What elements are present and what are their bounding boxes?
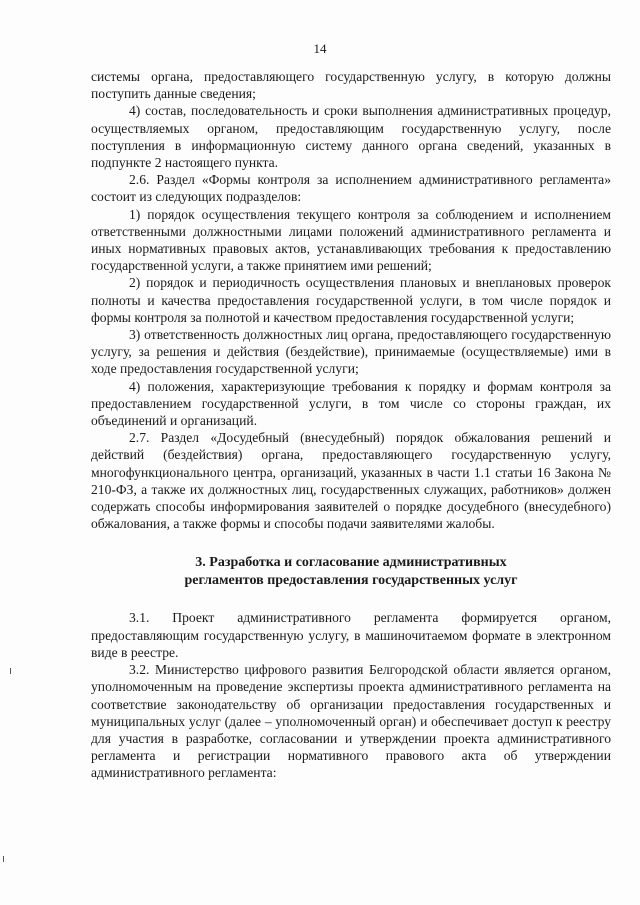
paragraph: 4) положения, характеризующие требования к порядку и формам контроля за предоставлением государственной услуги, в том числе со стороны граждан, их объединений и организаций. [91, 378, 611, 429]
page-number: 14 [313, 41, 327, 56]
paragraphs-before [91, 68, 611, 532]
paragraph: 3) ответственность должностных лиц органа, предоставляющего государственную услугу, за решения и действия (бездействие), принимаемые (осуществляемые) ими в ходе предоставления государственной услуги; [91, 327, 611, 377]
scan-mark [3, 856, 4, 862]
paragraph: 4) состав, последовательность и сроки выполнения административных процедур, осуществляемых органом, предоставляющим государственную услугу, после поступления в информационную систему данного органа сведений, указанных в подпункте 2 настоящего пункта. [91, 103, 611, 171]
scan-mark [10, 668, 11, 674]
document-body [91, 68, 611, 782]
paragraph: 1) порядок осуществления текущего контроля за соблюдением и исполнением ответственными должностными лицами положений административного регламента и иных нормативных правовых актов, устанавливающих требования к предоставлению государственной услуги, а также принятием ими решений; [91, 206, 611, 274]
paragraph: 3.1. Проект административного регламента формируется органом, предоставляющим государственную услугу, в машиночитаемом формате в электронном виде в реестре. [91, 610, 611, 660]
section-heading-line-2: регламентов предоставления государственных услуг [184, 572, 518, 588]
paragraph: 2.7. Раздел «Досудебный (внесудебный) порядок обжалования решений и действий (бездействия) органа, предоставляющего государственную услугу, многофункционального центра, организаций, указанных в части 1.1 статьи 16 Закона № 210-ФЗ, а также их должностных лиц, государственных служащих, работников» должен содержать способы информирования заявителей о порядке досудебного (внесудебного) обжалования, а также формы и способы подачи заявителями жалобы. [91, 430, 611, 532]
section-heading [91, 554, 611, 589]
paragraph: 3.2. Министерство цифрового развития Белгородской области является органом, уполномоченным на проведение экспертизы проекта административного регламента на соответствие законодательству об организации предоставления государственных и муниципальных услуг (далее – уполномоченный орган) и обеспечивает доступ к реестру для участия в разработке, согласовании и утверждении проекта административного регламента и регистрации нормативного правового акта об утверждении административного регламента: [91, 662, 611, 781]
paragraph: системы органа, предоставляющего государственную услугу, в которую должны поступить данные сведения; [91, 69, 611, 102]
section-heading-line-1: 3. Разработка и согласование административных [195, 555, 507, 571]
paragraphs-after [91, 609, 611, 781]
paragraph: 2) порядок и периодичность осуществления плановых и внеплановых проверок полноты и качества предоставления государственной услуги, в том числе порядок и формы контроля за полнотой и качеством предоставления государственной услуги; [91, 275, 611, 325]
paragraph: 2.6. Раздел «Формы контроля за исполнением административного регламента» состоит из следующих подразделов: [91, 172, 611, 205]
